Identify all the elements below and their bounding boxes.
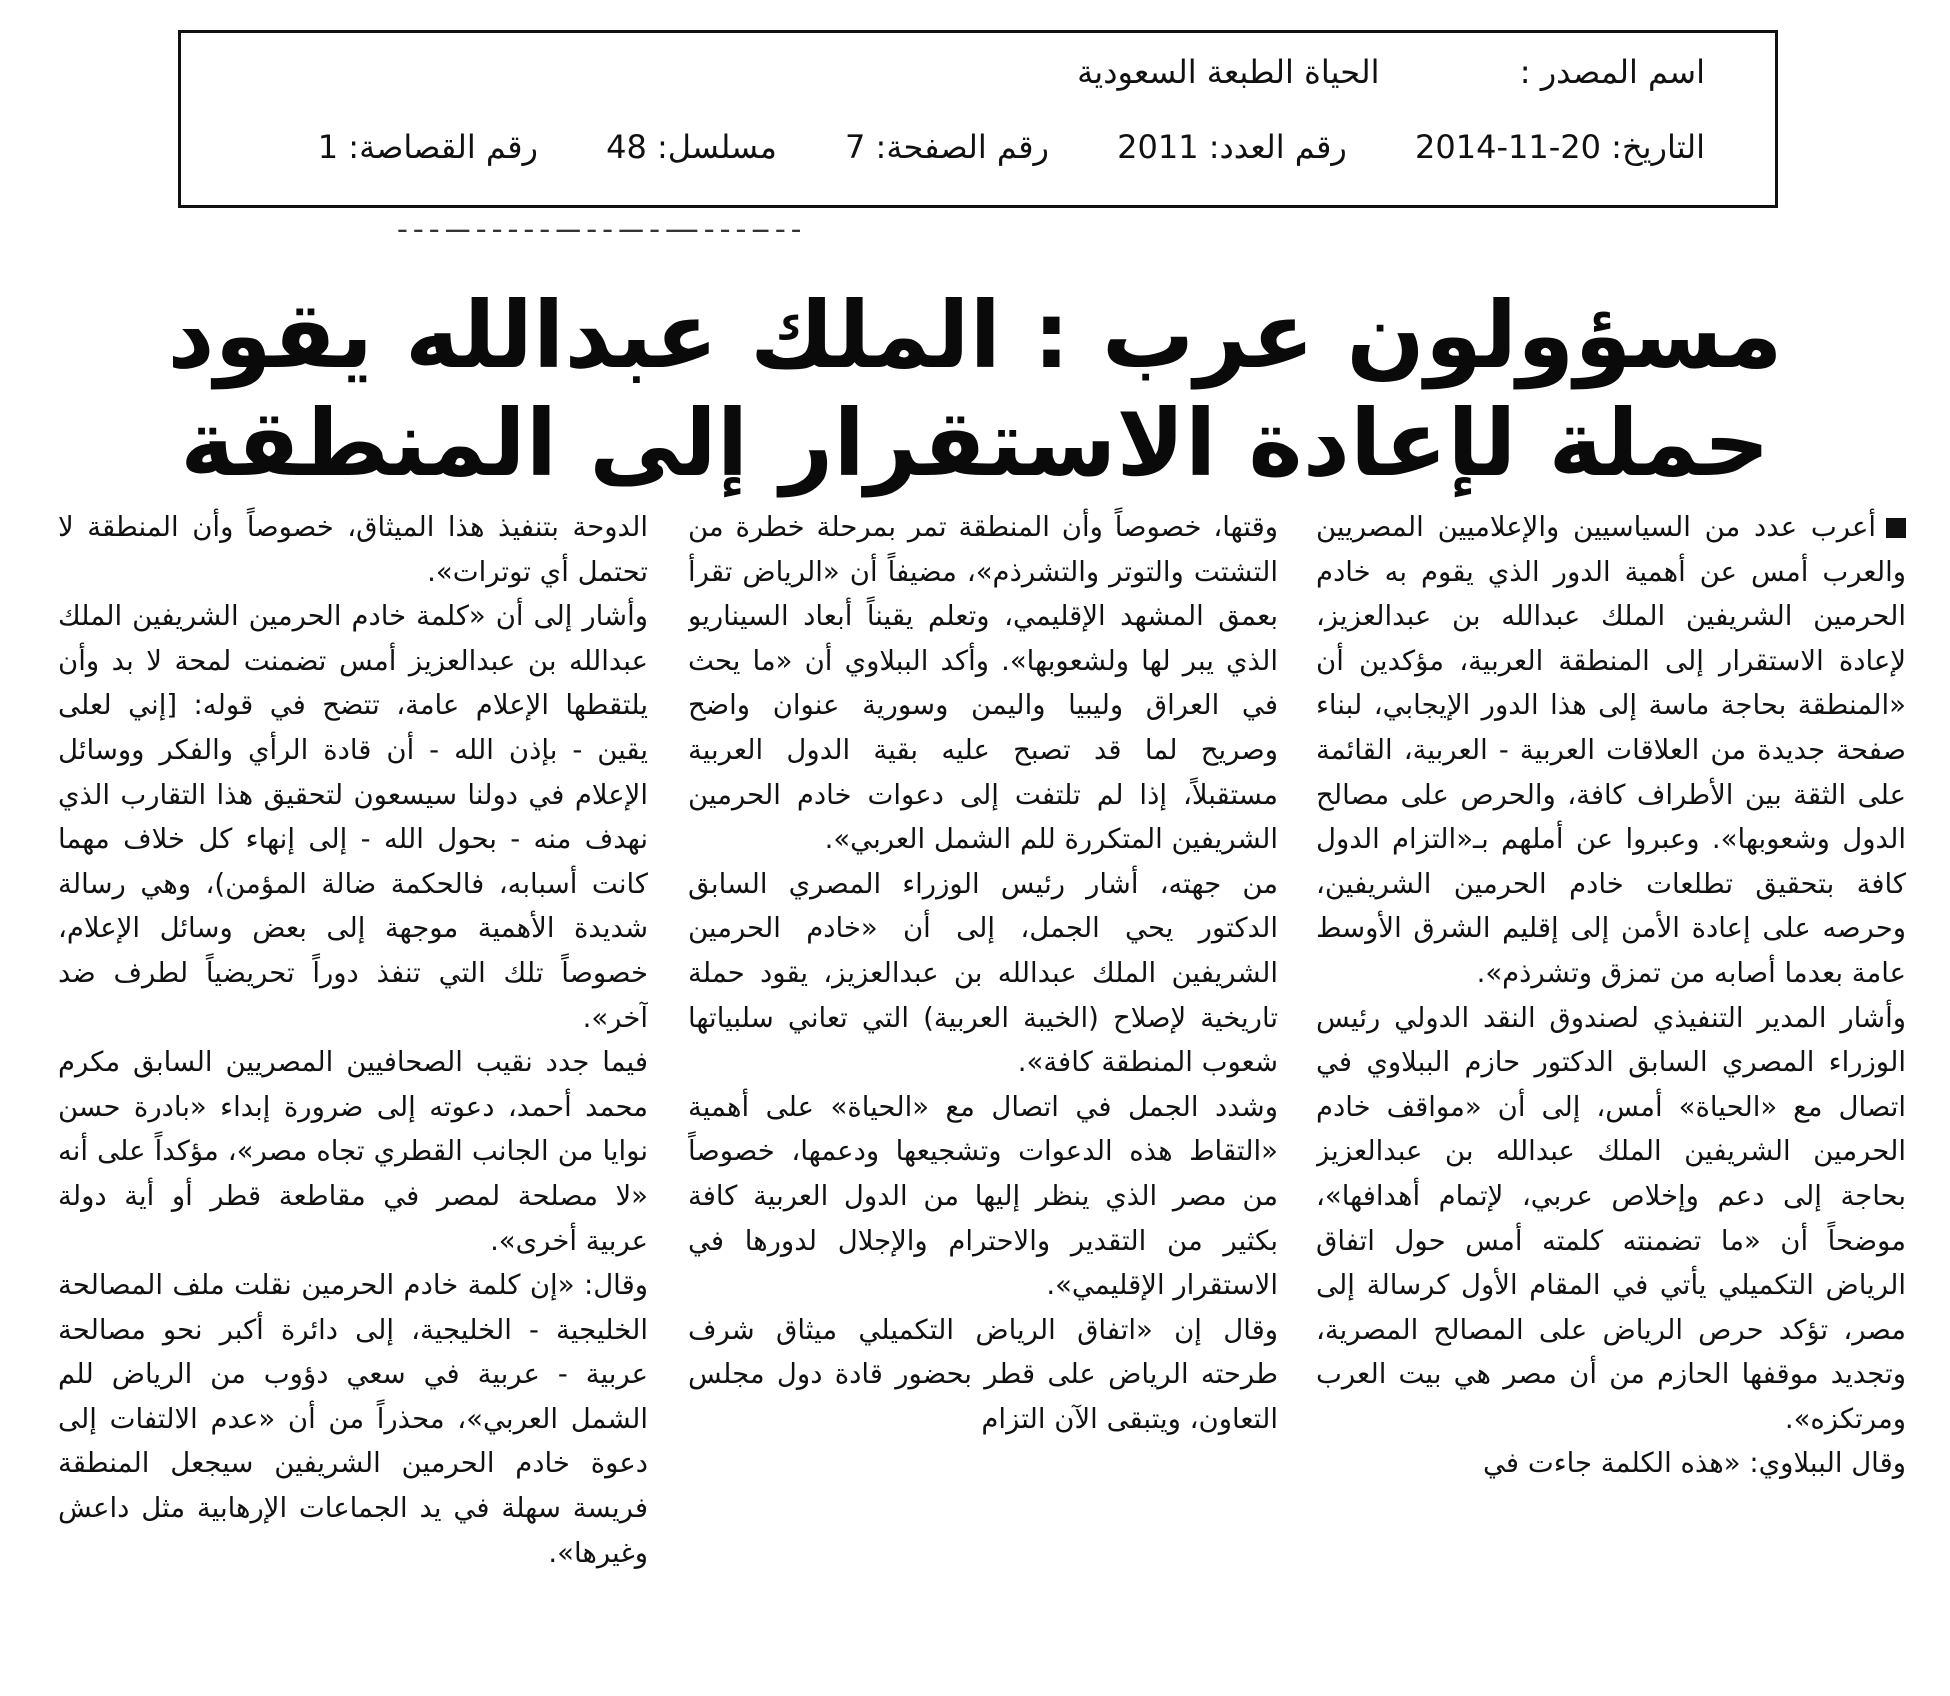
issue-field: رقم العدد: 2011 — [1117, 128, 1347, 166]
paragraph: الدوحة بتنفيذ هذا الميثاق، خصوصاً وأن المنطقة لا تحتمل أي توترات». — [58, 511, 648, 588]
details-row — [318, 128, 1705, 166]
date-field: التاريخ: 20-11-2014 — [1415, 128, 1705, 166]
paragraph: وشدد الجمل في اتصال مع «الحياة» على أهمية «التقاط هذه الدعوات وتشجيعها ودعمها، خصوصاً من مصر الذي ينظر إليها من الدول العربية كافة بكثير من التقدير والاحترام والإجلال لدورها في الاستقرار الإقليمي». — [688, 1090, 1278, 1302]
headline-line-1: مسؤولون عرب : الملك عبدالله يقود — [167, 282, 1783, 389]
paragraph: وقتها، خصوصاً وأن المنطقة تمر بمرحلة خطرة من التشتت والتوتر والتشرذم»، مضيفاً أن «الرياض تقرأ بعمق المشهد الإقليمي، وتعلم يقيناً أبعاد السيناريو الذي يبر لها ولشعوبها». وأكد الببلاوي أن «ما يحث في العراق وليبيا واليمن وسورية عنوان واضح وصريح لما قد تصبح عليه بقية الدول العربية مستقبلاً، إذا لم تلتفت إلى دعوات خادم الحرمين الشريفين المتكررة للم الشمل العربي». — [688, 511, 1278, 856]
source-info-box — [178, 30, 1778, 208]
page-field: رقم الصفحة: 7 — [845, 128, 1049, 166]
paragraph: فيما جدد نقيب الصحافيين المصريين السابق مكرم محمد أحمد، دعوته إلى ضرورة إبداء «بادرة حسن نوايا من الجانب القطري تجاه مصر»، مؤكداً على أنه «لا مصلحة لمصر في مقاطعة قطر أو أية دولة عربية أخرى». — [58, 1046, 648, 1257]
paragraph: وقال إن «اتفاق الرياض التكميلي ميثاق شرف طرحته الرياض على قطر بحضور قادة دول مجلس التعاون، ويتبقى الآن التزام — [688, 1313, 1278, 1435]
source-label: اسم المصدر : — [1519, 53, 1705, 91]
article-column-2 — [688, 505, 1278, 1675]
paragraph: وأشار المدير التنفيذي لصندوق النقد الدولي رئيس الوزراء المصري السابق الدكتور حازم الببلاوي في اتصال مع «الحياة» أمس، إلى أن «مواقف خادم الحرمين الشريفين الملك عبدالله بن عبدالعزيز بحاجة إلى دعم وإخلاص عربي، لإتمام أهدافها»، موضحاً أن «ما تضمنته كلمته أمس حول اتفاق الرياض التكميلي يأتي في المقام الأول كرسالة إلى مصر، تؤكد حرص الرياض على المصالح المصرية، وتجديد موقفها الحازم من أن مصر هي بيت العرب ومرتكزه». — [1316, 1001, 1906, 1435]
serial-field: مسلسل: 48 — [606, 128, 777, 166]
paragraph: من جهته، أشار رئيس الوزراء المصري السابق الدكتور يحي الجمل، إلى أن «خادم الحرمين الشريفين الملك عبدالله بن عبدالعزيز، يقود حملة تاريخية لإصلاح (الخيبة العربية) التي تعاني سلبياتها شعوب المنطقة كافة». — [688, 867, 1278, 1079]
cropped-text-remnant: ـ ـ ــ ـ ـ ـ ــــ ـ ـــ ـ ـ ـــ ـ ـ ـ ـ ـ ـــ ـ ـ ـ — [398, 222, 800, 239]
paragraph: وقال الببلاوي: «هذه الكلمة جاءت في — [1483, 1447, 1906, 1480]
paragraph — [1316, 505, 1906, 996]
clip-field: رقم القصاصة: 1 — [317, 128, 538, 166]
square-bullet-icon — [1886, 518, 1906, 538]
source-name: الحياة الطبعة السعودية — [1077, 53, 1380, 91]
headline-line-2: حملة لإعادة الاستقرار إلى المنطقة — [180, 390, 1770, 497]
paragraph-text: أعرب عدد من السياسيين والإعلاميين المصريين والعرب أمس عن أهمية الدور الذي يقوم به خادم الحرمين الشريفين الملك عبدالله بن عبدالعزيز، لإعادة الاستقرار إلى المنطقة العربية، مؤكدين أن «المنطقة بحاجة ماسة إلى هذا الدور الإيجابي، لبناء صفحة جديدة من العلاقات العربية - العربية، القائمة على الثقة بين الأطراف كافة، والحرص على مصالح الدول وشعوبها». وعبروا عن أملهم بـ«التزام الدول كافة بتحقيق تطلعات خادم الحرمين الشريفين، وحرصه على إعادة الأمن إلى إقليم الشرق الأوسط عامة بعدما أصابه من تمزق وتشرذم». — [1316, 511, 1906, 989]
article-column-1 — [1316, 505, 1906, 1675]
paragraph: وقال: «إن كلمة خادم الحرمين نقلت ملف المصالحة الخليجية - الخليجية، إلى دائرة أكبر نحو مصالحة عربية - عربية في سعي دؤوب من الرياض للم الشمل العربي»، محذراً من أن «عدم الالتفات إلى دعوة خادم الحرمين الشريفين سيجعل المنطقة فريسة سهلة في يد الجماعات الإرهابية مثل داعش وغيرها». — [58, 1269, 648, 1569]
paragraph: وأشار إلى أن «كلمة خادم الحرمين الشريفين الملك عبدالله بن عبدالعزيز أمس تضمنت لمحة لا بد وأن يلتقطها الإعلام عامة، تتضح في قوله: [إني لعلى يقين - بإذن الله - أن قادة الرأي والفكر ووسائل الإعلام في دولنا سيسعون لتحقيق هذا التقارب الذي نهدف منه - بحول الله - إلى إنهاء كل خلاف مهما كانت أسبابه، فالحكمة ضالة المؤمن)، وهي رسالة شديدة الأهمية موجهة إلى بعض وسائل الإعلام، خصوصاً تلك التي تنفذ دوراً تحريضياً لطرف ضد آخر». — [58, 600, 648, 1034]
article-column-3 — [58, 505, 648, 1675]
source-row — [1077, 53, 1705, 91]
